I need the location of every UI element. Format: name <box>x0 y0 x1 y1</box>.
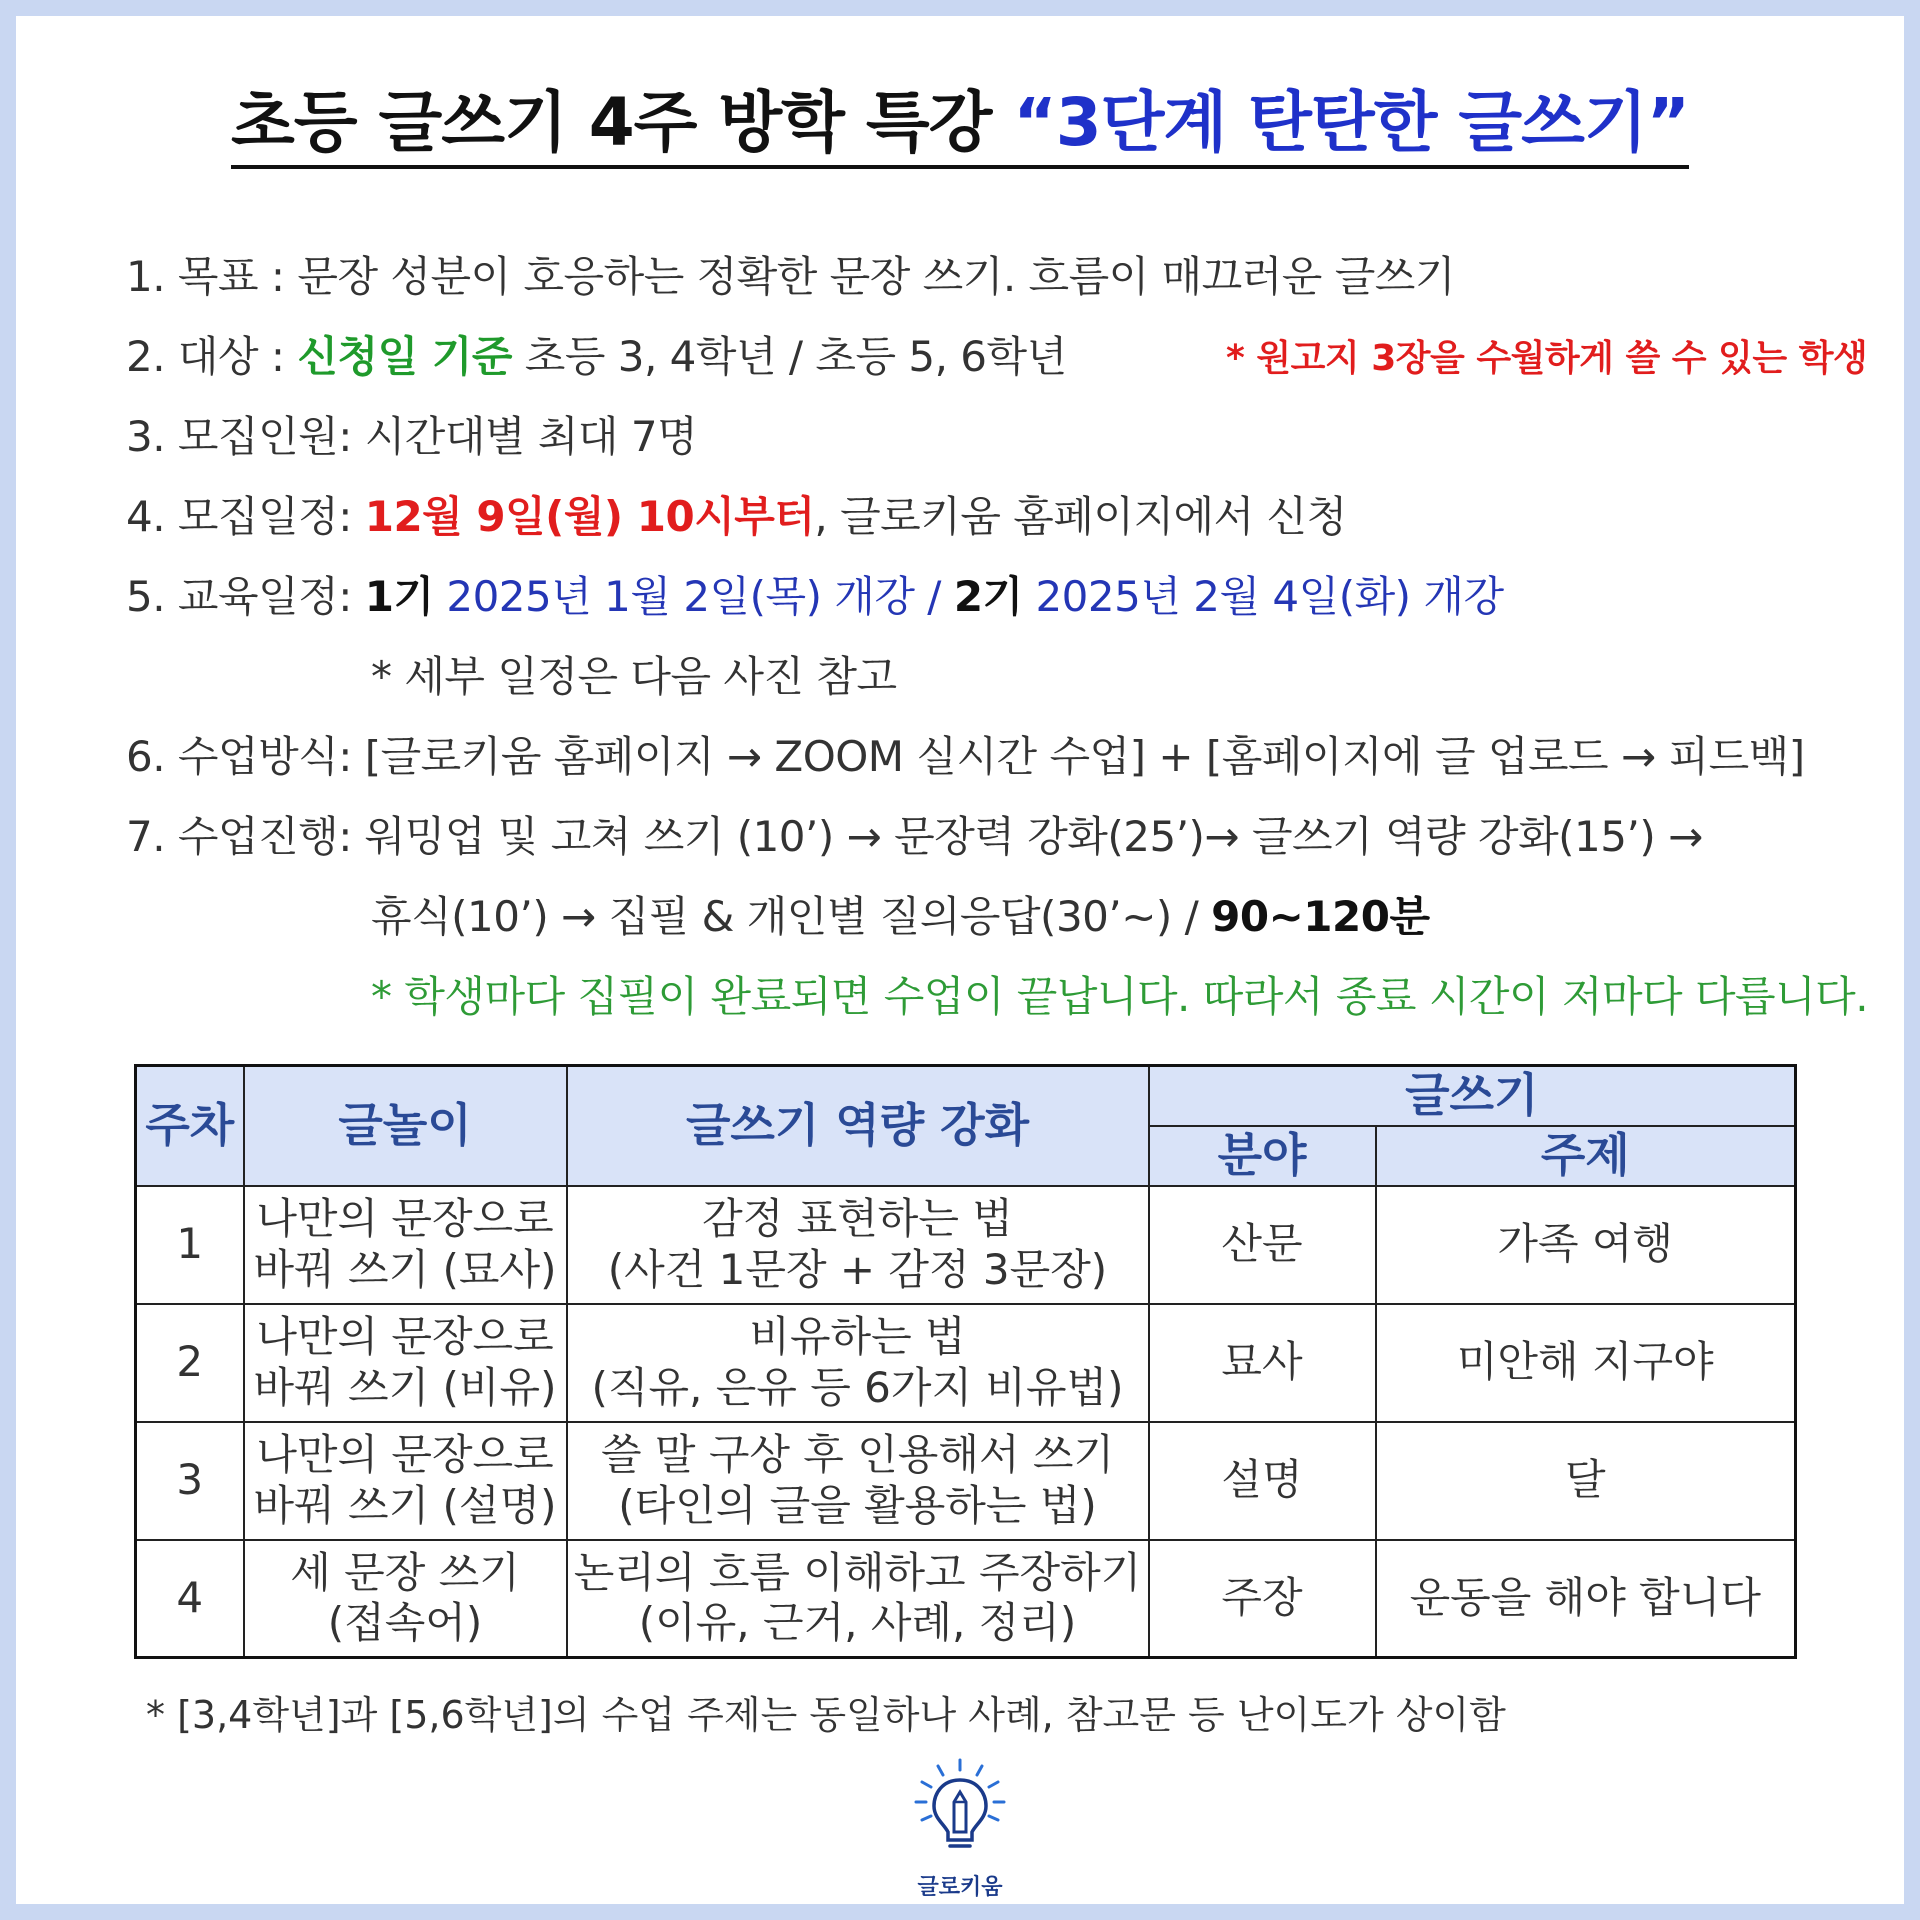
info-progress: 7. 수업진행: 워밍업 및 고쳐 쓰기 (10’) → 문장력 강화(25’)→ 글쓰기 역량 강화(15’) → <box>126 812 1703 861</box>
header-writing: 글쓰기 <box>1149 1066 1796 1126</box>
info-recruit-date: 12월 9일(월) 10시부터 <box>364 492 815 541</box>
cell-skill-line1: 비유하는 법 <box>749 1312 966 1362</box>
info-schedule <box>126 564 1504 624</box>
info-schedule-prefix: 5. 교육일정: <box>126 572 365 621</box>
cell-play <box>244 1540 567 1658</box>
title-accent: “3단계 탄탄한 글쓰기” <box>1013 84 1690 161</box>
cell-play-line2: 바꿔 쓰기 (설명) <box>253 1480 557 1530</box>
cell-week: 3 <box>136 1422 244 1540</box>
cell-skill-line1: 논리의 흐름 이해하고 주장하기 <box>573 1547 1142 1597</box>
schedule-table <box>134 1064 1797 1659</box>
cell-play-line1: 나만의 문장으로 <box>256 1312 554 1362</box>
info-recruit-prefix: 4. 모집일정: <box>126 492 365 541</box>
info-schedule-d2: 2025년 2월 4일(화) 개강 <box>1022 572 1504 621</box>
cell-topic: 운동을 해야 합니다 <box>1376 1540 1796 1658</box>
cell-skill <box>567 1540 1149 1658</box>
cell-play-line2: 바꿔 쓰기 (비유) <box>253 1362 557 1412</box>
cell-play-line2: (접속어) <box>327 1598 483 1648</box>
info-progress-note: * 학생마다 집필이 완료되면 수업이 끝납니다. 따라서 종료 시간이 저마다 다릅니다. <box>371 972 1869 1021</box>
info-schedule-g2: 2기 <box>953 572 1023 621</box>
logo <box>910 1756 1010 1901</box>
table-row <box>136 1540 1796 1658</box>
info-target-prefix: 2. 대상 : <box>126 332 298 381</box>
cell-play-line2: 바꿔 쓰기 (묘사) <box>253 1244 557 1294</box>
header-skill: 글쓰기 역량 강화 <box>567 1066 1149 1186</box>
cell-skill <box>567 1186 1149 1304</box>
info-recruit-rest: , 글로키움 홈페이지에서 신청 <box>814 492 1347 541</box>
info-capacity: 3. 모집인원: 시간대별 최대 7명 <box>126 412 698 461</box>
cell-skill-line1: 쓸 말 구상 후 인용해서 쓰기 <box>600 1430 1115 1480</box>
cell-topic: 가족 여행 <box>1376 1186 1796 1304</box>
cell-topic: 미안해 지구야 <box>1376 1304 1796 1422</box>
cell-field: 설명 <box>1149 1422 1376 1540</box>
info-recruit <box>126 484 1347 544</box>
cell-week: 4 <box>136 1540 244 1658</box>
cell-field: 산문 <box>1149 1186 1376 1304</box>
info-target-note: * 원고지 3장을 수월하게 쓸 수 있는 학생 <box>1226 338 1868 379</box>
footnote: * [3,4학년]과 [5,6학년]의 수업 주제는 동일하나 사례, 참고문 등 난이도가 상이함 <box>146 1693 1506 1737</box>
cell-play-line1: 나만의 문장으로 <box>256 1430 554 1480</box>
info-goal: 1. 목표 : 문장 성분이 호응하는 정확한 문장 쓰기. 흐름이 매끄러운 글쓰기 <box>126 252 1455 301</box>
header-topic: 주제 <box>1376 1126 1796 1186</box>
cell-field: 주장 <box>1149 1540 1376 1658</box>
header-week: 주차 <box>136 1066 244 1186</box>
info-progress-total: 90~120분 <box>1211 892 1430 941</box>
info-schedule-note: * 세부 일정은 다음 사진 참고 <box>371 652 897 701</box>
info-schedule-d1: 2025년 1월 2일(목) 개강 / <box>433 572 954 621</box>
cell-skill-line1: 감정 표현하는 법 <box>702 1194 1013 1244</box>
logo-text: 글로키움 <box>917 1875 1003 1900</box>
cell-play <box>244 1186 567 1304</box>
cell-skill-line2: (이유, 근거, 사례, 정리) <box>638 1598 1077 1648</box>
header-field: 분야 <box>1149 1126 1376 1186</box>
header-play: 글놀이 <box>244 1066 567 1186</box>
page <box>16 16 1904 1904</box>
page-title <box>16 84 1904 169</box>
cell-week: 1 <box>136 1186 244 1304</box>
cell-field: 묘사 <box>1149 1304 1376 1422</box>
cell-skill-line2: (타인의 글을 활용하는 법) <box>618 1480 1097 1530</box>
cell-play-line1: 나만의 문장으로 <box>256 1194 554 1244</box>
title-main: 초등 글쓰기 4주 방학 특강 <box>230 84 1014 161</box>
cell-play <box>244 1422 567 1540</box>
cell-week: 2 <box>136 1304 244 1422</box>
cell-play-line1: 세 문장 쓰기 <box>290 1547 520 1597</box>
info-target <box>126 324 1067 384</box>
info-target-highlight: 신청일 기준 <box>297 332 512 381</box>
info-schedule-g1: 1기 <box>364 572 434 621</box>
cell-skill <box>567 1422 1149 1540</box>
cell-skill <box>567 1304 1149 1422</box>
table-row <box>136 1422 1796 1540</box>
table-row <box>136 1186 1796 1304</box>
info-progress-cont <box>371 884 1430 944</box>
lightbulb-pencil-icon <box>910 1756 1010 1866</box>
info-target-rest: 초등 3, 4학년 / 초등 5, 6학년 <box>511 332 1067 381</box>
info-progress-cont-text: 휴식(10’) → 집필 & 개인별 질의응답(30’~) / <box>371 892 1212 941</box>
cell-topic: 달 <box>1376 1422 1796 1540</box>
cell-play <box>244 1304 567 1422</box>
cell-skill-line2: (사건 1문장 + 감정 3문장) <box>607 1244 1108 1294</box>
table-row <box>136 1304 1796 1422</box>
info-method: 6. 수업방식: [글로키움 홈페이지 → ZOOM 실시간 수업] + [홈페이지에 글 업로드 → 피드백] <box>126 732 1805 781</box>
cell-skill-line2: (직유, 은유 등 6가지 비유법) <box>591 1362 1124 1412</box>
